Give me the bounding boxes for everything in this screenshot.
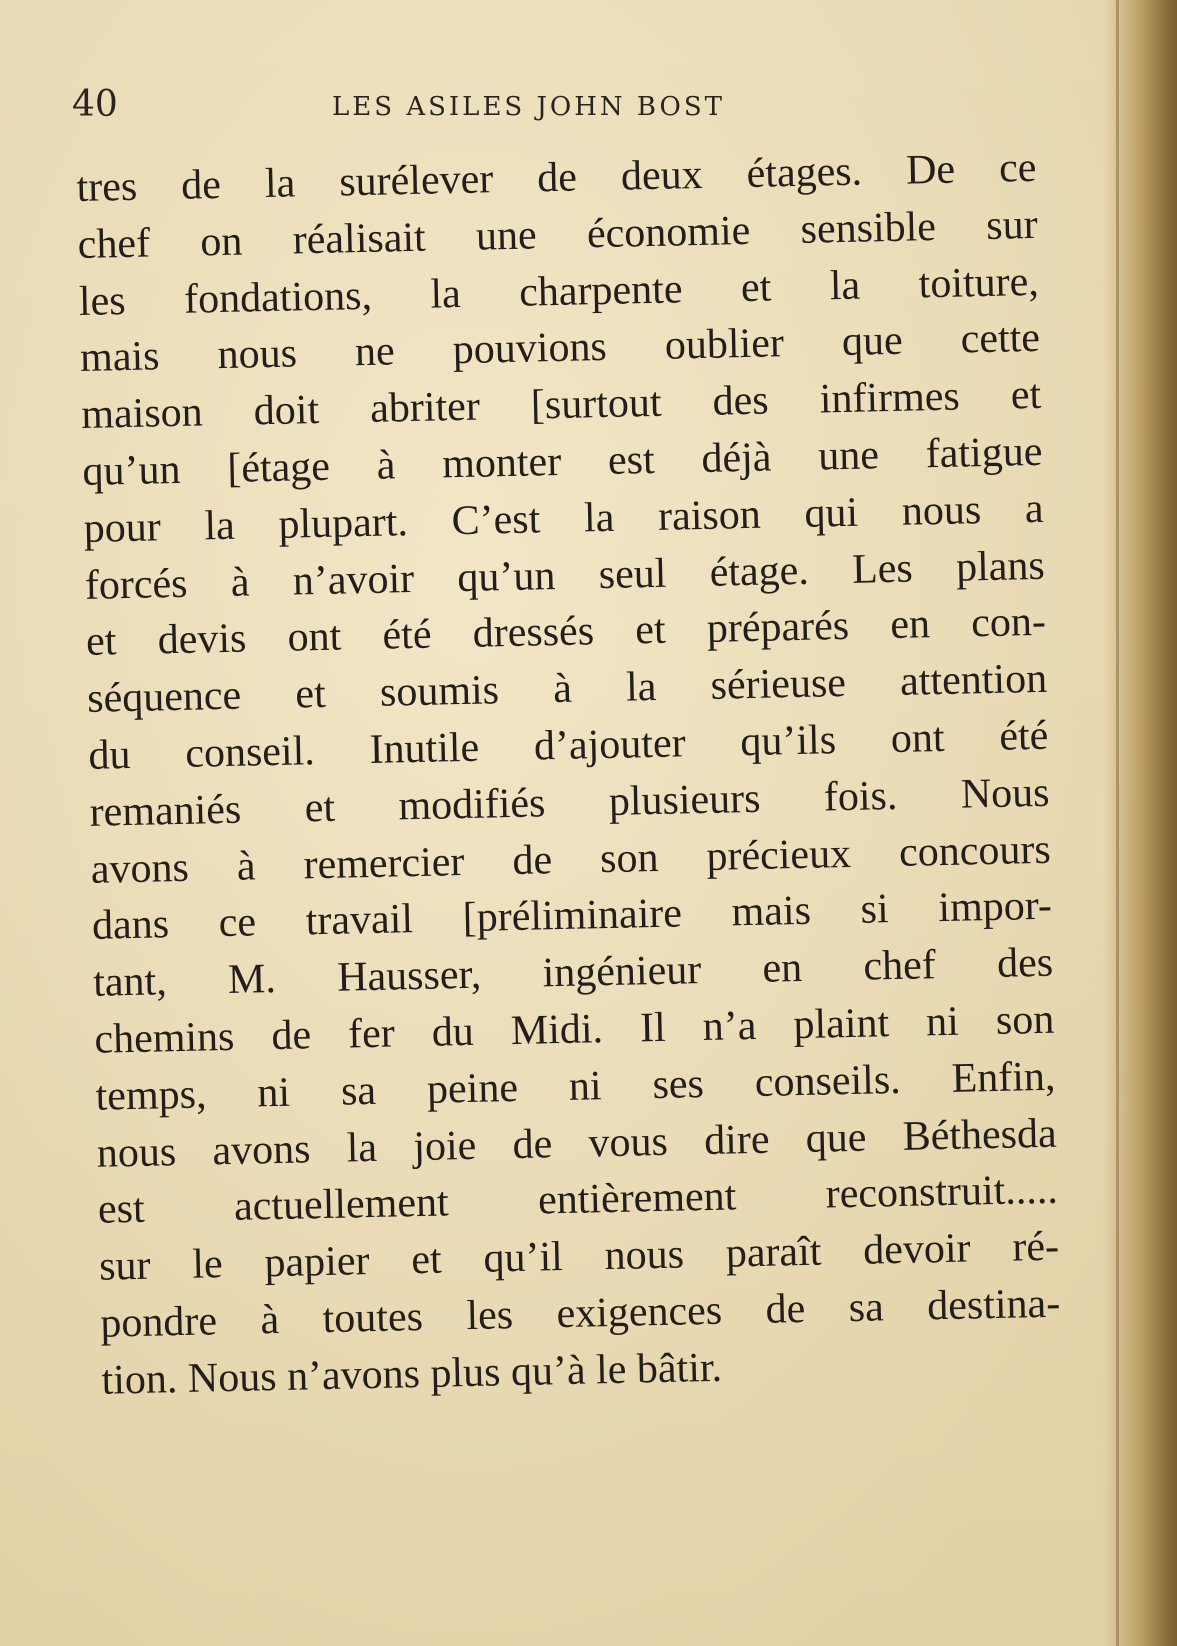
running-head xyxy=(72,84,1032,134)
text-line: tion. Nous n’avons plus qu’à le bâtir. xyxy=(101,1344,723,1404)
text-line: pour la plupart. C’est la raison qui nous a xyxy=(83,485,1044,552)
text-line: tres de la surélever de deux étages. De ce xyxy=(76,144,1037,211)
text-line: chef on réalisait une économie sensible sur xyxy=(77,201,1039,268)
text-line: pondre à toutes les exigences de sa destina- xyxy=(99,1280,1061,1347)
text-line: sur le papier et qu’il nous paraît devoir ré- xyxy=(98,1223,1060,1290)
text-line: est actuellement entièrement reconstruit..... xyxy=(97,1167,1059,1234)
body-text xyxy=(76,140,1062,1409)
running-title: LES ASILES JOHN BOST xyxy=(332,92,725,122)
text-line: forcés à n’avoir qu’un seul étage. Les plans xyxy=(84,542,1046,609)
text-line: chemins de fer du Midi. Il n’a plaint ni son xyxy=(93,996,1055,1063)
binding-gutter-shadow xyxy=(1103,0,1177,1646)
text-line: qu’un [étage à monter est déjà une fatigue xyxy=(82,428,1043,495)
binding-gutter-edge xyxy=(1116,0,1119,1646)
text-line: mais nous ne pouvions oublier que cette xyxy=(79,315,1041,382)
text-line: maison doit abriter [surtout des infirmes et xyxy=(80,372,1042,439)
text-line: séquence et soumis à la sérieuse attention xyxy=(86,655,1048,723)
text-line: et devis ont été dressés et préparés en con- xyxy=(85,599,1047,666)
text-line: nous avons la joie de vous dire que Béthesda xyxy=(96,1110,1058,1177)
text-line: les fondations, la charpente et la toiture, xyxy=(78,258,1040,325)
text-line: tant, M. Hausser, ingénieur en chef des xyxy=(92,939,1054,1006)
text-line: dans ce travail [préliminaire mais si impor- xyxy=(91,883,1053,950)
text-line: remaniés et modifiés plusieurs fois. Nous xyxy=(89,769,1050,836)
text-line: avons à remercier de son précieux concours xyxy=(90,826,1052,893)
page-number: 40 xyxy=(72,84,118,125)
text-line: du conseil. Inutile d’ajouter qu’ils ont été xyxy=(87,712,1049,779)
text-line: temps, ni sa peine ni ses conseils. Enfin, xyxy=(95,1053,1056,1120)
